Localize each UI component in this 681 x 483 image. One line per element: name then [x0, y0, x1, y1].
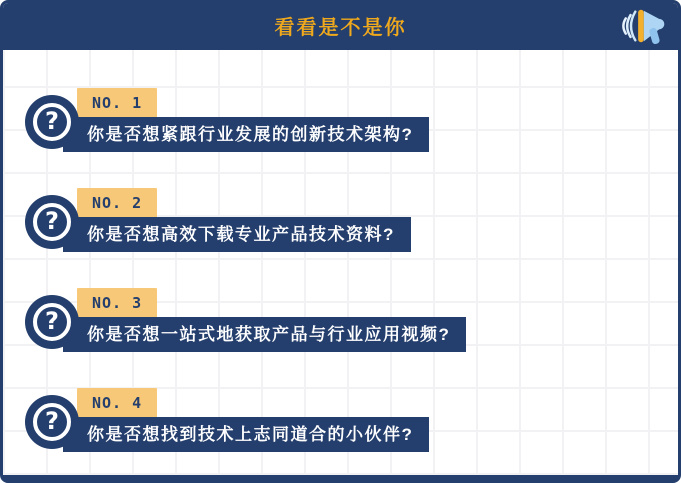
page-title: 看看是不是你	[274, 16, 407, 39]
question-mark-icon: ?	[25, 195, 79, 249]
question-item-2	[25, 188, 678, 252]
question-number-badge: NO. 4	[77, 388, 157, 418]
question-item-1	[25, 88, 678, 152]
megaphone-rim	[638, 10, 644, 42]
question-mark-icon: ?	[25, 95, 79, 149]
question-mark-icon: ?	[25, 395, 79, 449]
content-area	[3, 50, 678, 475]
question-mark-icon: ?	[25, 295, 79, 349]
header-banner	[0, 0, 681, 50]
question-bar: 你是否想高效下载专业产品技术资料?	[63, 217, 411, 252]
question-item-4	[25, 388, 678, 452]
question-item-3	[25, 288, 678, 352]
question-bar: 你是否想紧跟行业发展的创新技术架构?	[63, 117, 429, 152]
question-bar: 你是否想找到技术上志同道合的小伙伴?	[63, 417, 429, 452]
question-bar: 你是否想一站式地获取产品与行业应用视频?	[63, 317, 466, 352]
question-number-badge: NO. 2	[77, 188, 157, 218]
megaphone-icon	[613, 6, 669, 46]
question-number-badge: NO. 1	[77, 88, 157, 118]
question-number-badge: NO. 3	[77, 288, 157, 318]
